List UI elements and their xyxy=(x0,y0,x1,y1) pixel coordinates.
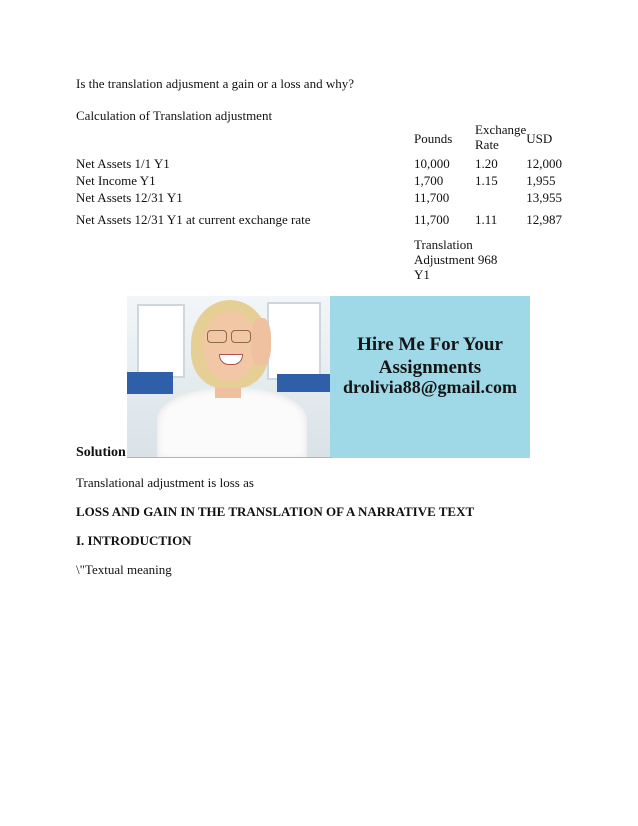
header-pounds: Pounds xyxy=(414,131,453,146)
table-row: Net Assets 12/31 Y1 11,700 13,955 xyxy=(76,190,563,205)
table-header-row xyxy=(76,122,586,156)
ad-email[interactable]: drolivia88@gmail.com xyxy=(343,377,517,397)
solution-heading: Solution xyxy=(76,445,126,460)
table-row: Net Assets 1/1 Y1 10,000 1.20 12,000 xyxy=(76,156,563,171)
body-text: \"Textual meaning xyxy=(76,562,172,577)
table-row: Net Income Y1 1,700 1.15 1,955 xyxy=(76,173,556,188)
smiling-woman-photo xyxy=(127,296,330,458)
hire-me-advertisement[interactable] xyxy=(127,296,530,458)
translation-table xyxy=(76,122,586,282)
section-title: LOSS AND GAIN IN THE TRANSLATION OF A NARRATIVE TEXT xyxy=(76,504,475,519)
divider xyxy=(127,457,332,458)
header-exchange-rate: Exchange Rate xyxy=(475,122,527,152)
translation-adjustment-row xyxy=(76,229,586,282)
header-usd: USD xyxy=(526,131,553,146)
question-text: Is the translation adjusment a gain or a loss and why? xyxy=(76,76,354,91)
calc-heading: Calculation of Translation adjustment xyxy=(76,108,273,123)
ad-line-2: Assignments xyxy=(378,357,482,378)
translation-adjustment-cell: Translation Adjustment 968 Y1 xyxy=(414,237,498,282)
ad-line-1: Hire Me For Your xyxy=(357,334,503,355)
intro-heading: I. INTRODUCTION xyxy=(76,533,192,548)
table-row: Net Assets 12/31 Y1 at current exchange rate 11,700 1.11 12,987 xyxy=(76,212,563,227)
answer-text: Translational adjustment is loss as xyxy=(76,475,254,490)
ad-text-panel xyxy=(330,296,530,458)
